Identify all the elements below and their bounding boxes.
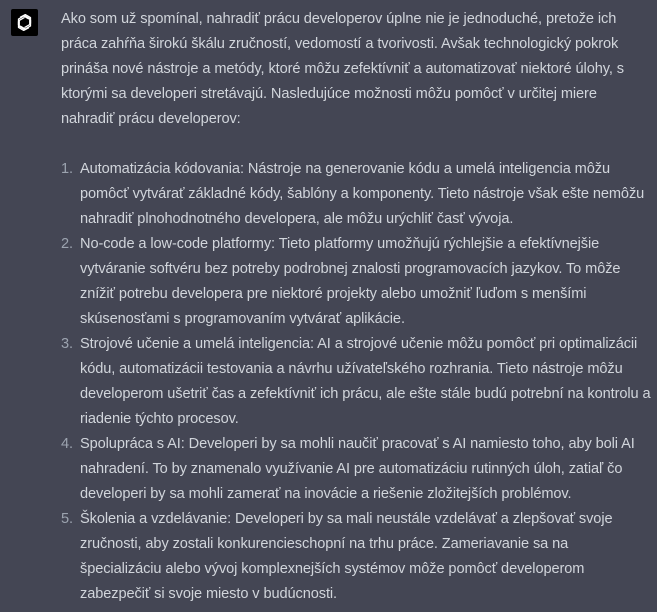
list-item xyxy=(61,432,653,507)
list-item-number: 5. xyxy=(61,511,73,527)
message-intro: Ako som už spomínal, nahradiť prácu developerov úplne nie je jednoduché, pretože ich práca zahŕňa širokú škálu zručností, vedomostí a tvorivosti. Avšak technologický pokrok prináša nové nástroje a metódy, ktoré môžu zefektívniť a automatizovať niektoré úlohy, s ktorými sa developeri stretávajú. Nasledujúce možnosti môžu pomôcť v určitej miere nahradiť prácu developerov: xyxy=(61,11,624,127)
list-item-text: Školenia a vzdelávanie: Developeri by sa mali neustále vzdelávať a zlepšovať svoje zručnosti, aby zostali konkurencieschopní na trhu práce. Zameriavanie sa na špecializáciu alebo vývoj komplexnejších systémov môže pomôcť developerom zabezpečiť si svoje miesto v budúcnosti. xyxy=(80,511,613,602)
message-content xyxy=(61,7,653,607)
list-item-number: 2. xyxy=(61,236,73,252)
list-item-text: Strojové učenie a umelá inteligencia: AI a strojové učenie môžu pomôcť pri optimalizácii kódu, automatizácii testovania a návrhu užívateľského rozhrania. Tieto nástroje môžu developerom ušetriť čas a zefektívniť ich prácu, ale ešte stále budú potrební na kontrolu a riadenie týchto procesov. xyxy=(80,336,651,427)
list-item-text: No-code a low-code platformy: Tieto platformy umožňujú rýchlejšie a efektívnejšie vytváranie softvéru bez potreby podrobnej znalosti programovacích jazykov. To môže znížiť potrebu developera pre niektoré projekty alebo umožniť ľuďom s menšími skúsenosťami s programovaním vytvárať aplikácie. xyxy=(80,236,621,327)
assistant-avatar xyxy=(11,9,38,36)
list-item xyxy=(61,332,653,432)
list-item xyxy=(61,507,653,607)
list-item xyxy=(61,232,653,332)
openai-logo-icon xyxy=(15,13,34,32)
list-item-number: 3. xyxy=(61,336,73,352)
list-item-number: 4. xyxy=(61,436,73,452)
list-item-text: Spolupráca s AI: Developeri by sa mohli naučiť pracovať s AI namiesto toho, aby boli AI nahradení. To by znamenalo využívanie AI pre automatizáciu rutinných úloh, zatiaľ čo developeri by sa mohli zamerať na inovácie a riešenie zložitejších problémov. xyxy=(80,436,635,502)
list-item xyxy=(61,157,653,232)
list-item-number: 1. xyxy=(61,161,73,177)
list-item-text: Automatizácia kódovania: Nástroje na generovanie kódu a umelá inteligencia môžu pomôcť vytvárať základné kódy, šablóny a komponenty. Tieto nástroje však ešte nemôžu nahradiť plnohodnotného developera, ale môžu urýchliť časť vývoja. xyxy=(80,161,645,227)
message-list xyxy=(61,157,653,607)
